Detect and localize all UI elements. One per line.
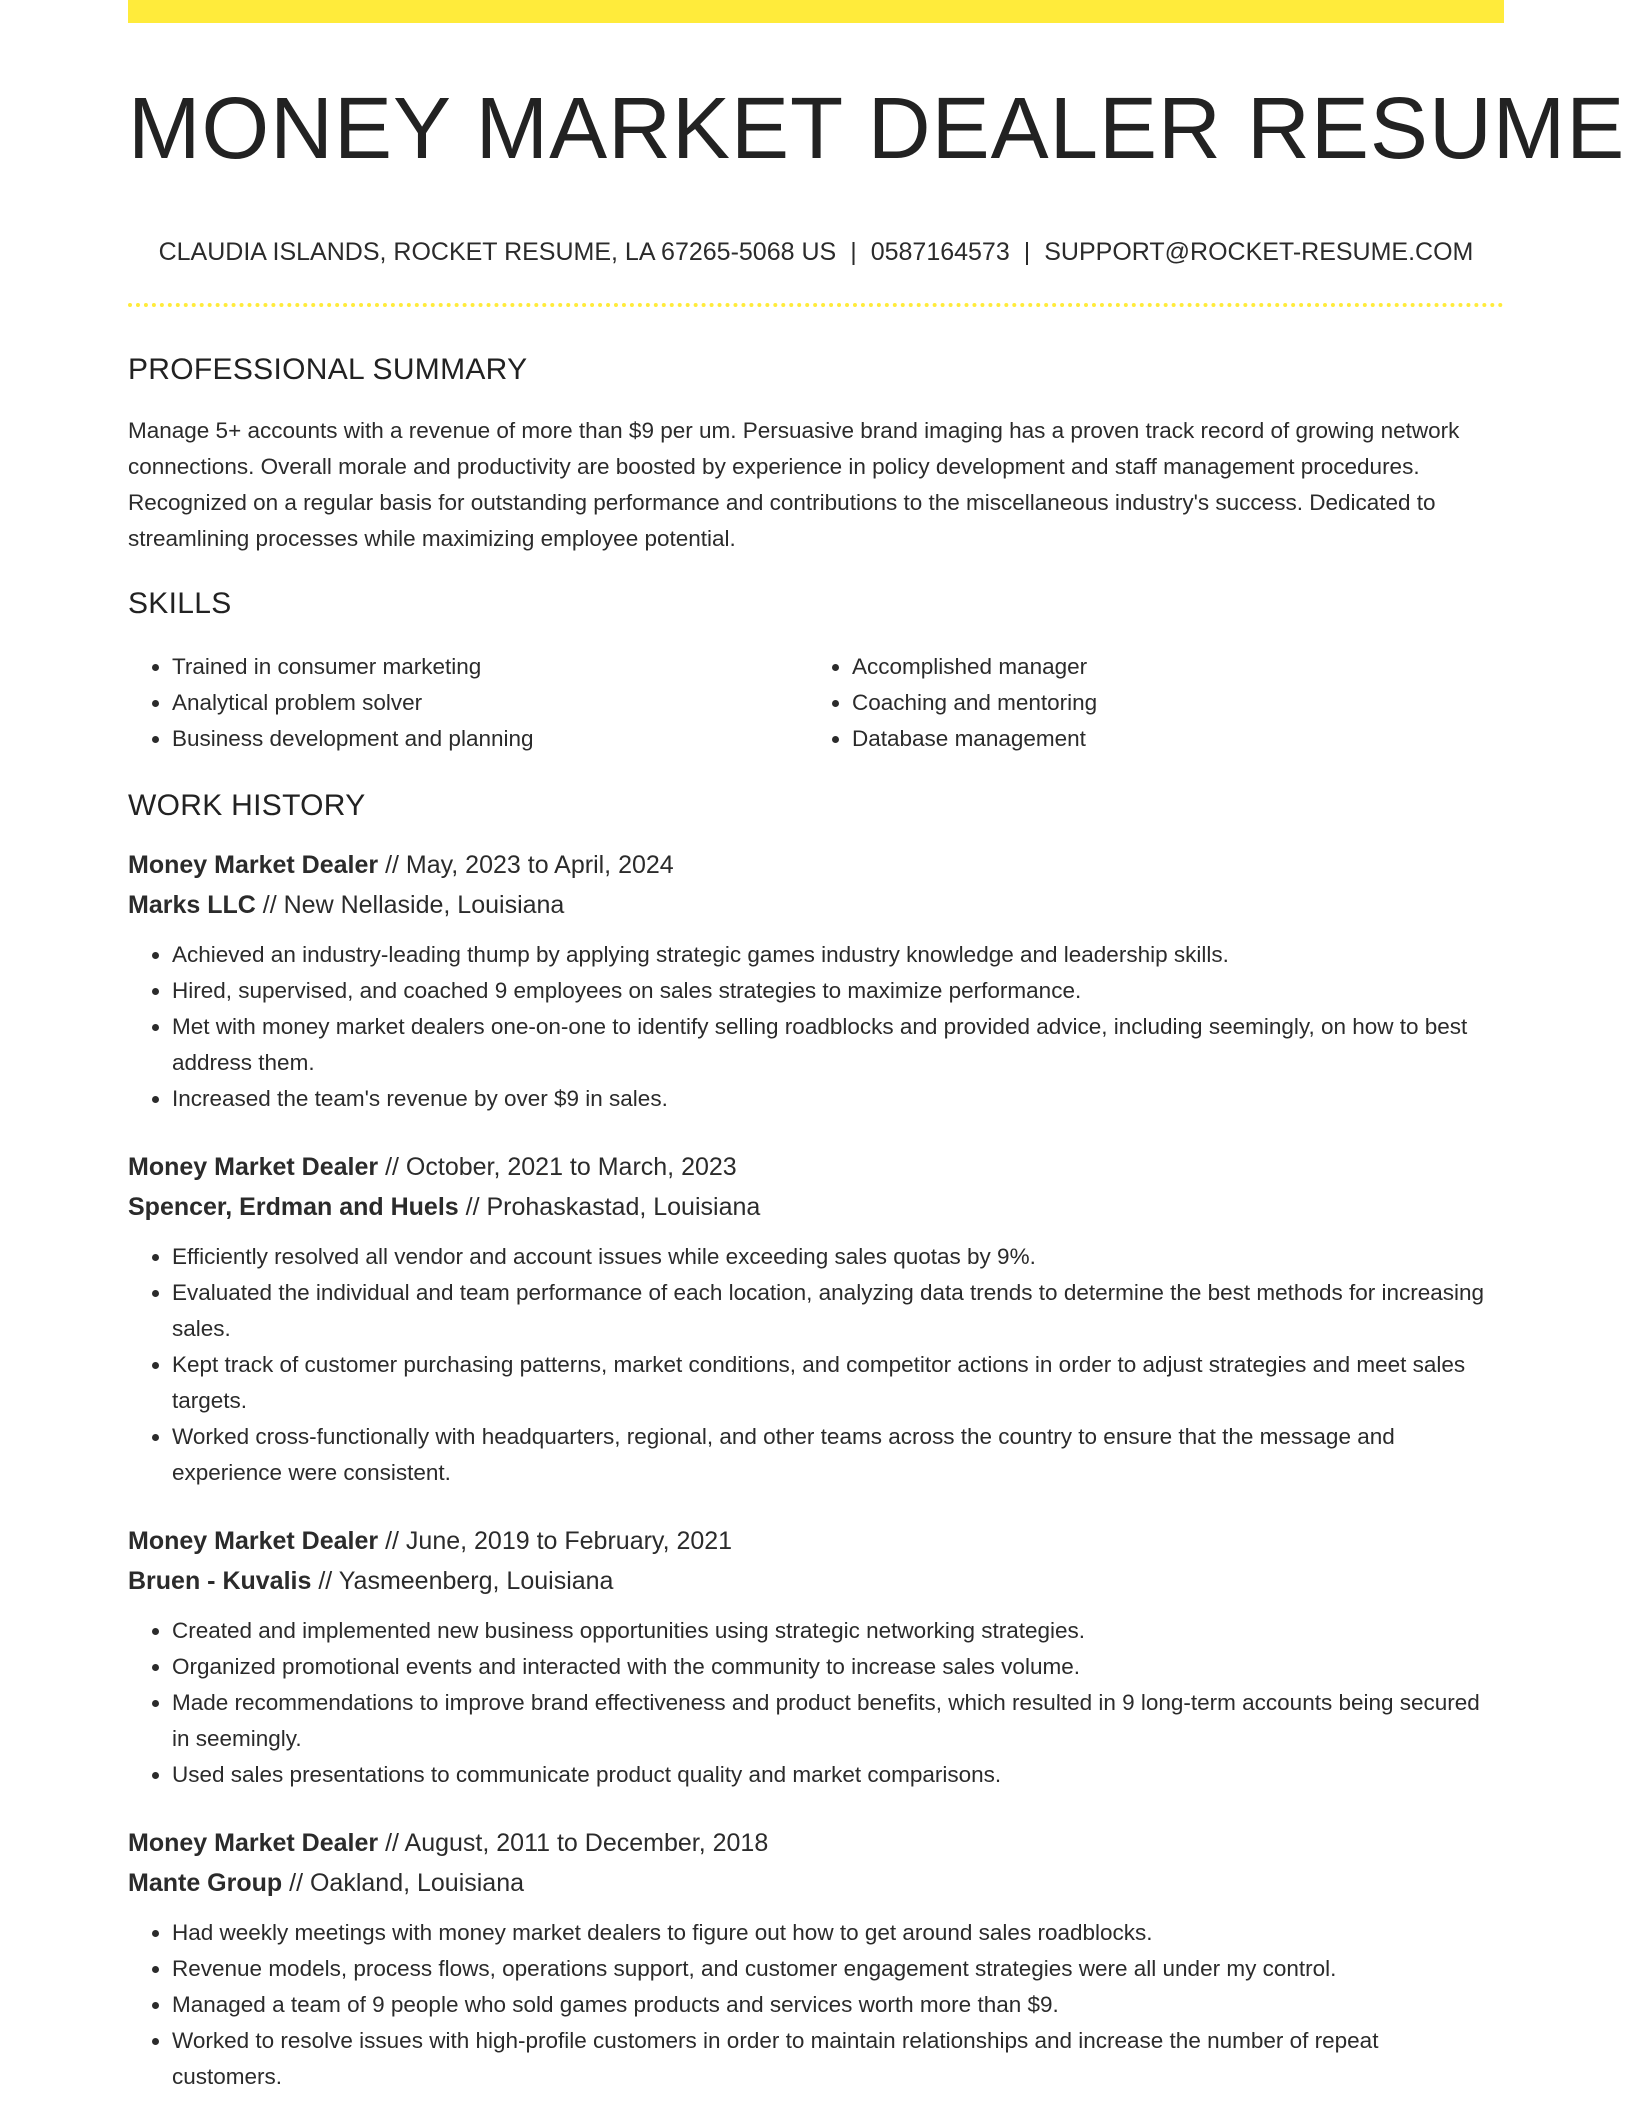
job-bullets bbox=[128, 937, 1504, 1117]
job-company-line bbox=[128, 1187, 1504, 1227]
job-bullet: • Efficiently resolved all vendor and account issues while exceeding sales quotas by 9%. bbox=[172, 1239, 1504, 1275]
job-company: Marks LLC bbox=[128, 891, 256, 920]
job-location: Yasmeenberg, Louisiana bbox=[338, 1567, 614, 1596]
work-history-list bbox=[128, 845, 1504, 2095]
skill-item: • Database management bbox=[852, 721, 1488, 757]
job-bullets bbox=[128, 1915, 1504, 2095]
job-title: Money Market Dealer bbox=[128, 1153, 379, 1182]
skills-heading: SKILLS bbox=[128, 587, 232, 621]
job-company-line bbox=[128, 885, 1504, 925]
summary-text: Manage 5+ accounts with a revenue of more than $9 per um. Persuasive brand imaging has a proven track record of growing network connections. Overall morale and productivity are boosted by experience in policy development and staff management procedures. Recognized on a regular basis for outstanding performance and contributions to the miscellaneous industry's success. Dedicated to streamlining processes while maximizing employee potential. bbox=[128, 418, 1460, 552]
job-bullet: • Worked to resolve issues with high-profile customers in order to maintain relationships and increase the number of repeat customers. bbox=[172, 2023, 1504, 2095]
job-bullet: • Made recommendations to improve brand effectiveness and product benefits, which resulted in 9 long-term accounts being secured in seemingly. bbox=[172, 1685, 1504, 1757]
skill-item: • Analytical problem solver bbox=[172, 685, 808, 721]
skill-item: • Business development and planning bbox=[172, 721, 808, 757]
resume-title: MONEY MARKET DEALER RESUME bbox=[128, 80, 1626, 177]
job-title-line bbox=[128, 1823, 1504, 1863]
resume-page bbox=[128, 0, 1626, 2095]
job-separator: // bbox=[318, 1567, 333, 1596]
contact-address: CLAUDIA ISLANDS, ROCKET RESUME, LA 67265-5068 US bbox=[158, 238, 837, 267]
job-separator: // bbox=[465, 1193, 480, 1222]
contact-phone: 0587164573 bbox=[870, 238, 1010, 267]
job-location: New Nellaside, Louisiana bbox=[283, 891, 565, 920]
job-separator: // bbox=[385, 1829, 399, 1858]
job-title-line bbox=[128, 845, 1504, 885]
job-bullet: • Revenue models, process flows, operations support, and customer engagement strategies were all under my control. bbox=[172, 1951, 1504, 1987]
job-title: Money Market Dealer bbox=[128, 1829, 379, 1858]
job-location: Prohaskastad, Louisiana bbox=[486, 1193, 761, 1222]
job-title-line bbox=[128, 1147, 1504, 1187]
job-location: Oakland, Louisiana bbox=[309, 1869, 525, 1898]
job-company: Bruen - Kuvalis bbox=[128, 1567, 312, 1596]
skill-item: • Accomplished manager bbox=[852, 649, 1488, 685]
job-company-line bbox=[128, 1561, 1504, 1601]
job-entry bbox=[128, 1823, 1504, 2095]
summary-heading: PROFESSIONAL SUMMARY bbox=[128, 353, 528, 387]
job-company: Spencer, Erdman and Huels bbox=[128, 1193, 459, 1222]
job-separator: // bbox=[262, 891, 277, 920]
skills-column-left bbox=[128, 649, 808, 757]
job-bullet: • Had weekly meetings with money market dealers to figure out how to get around sales roadblocks. bbox=[172, 1915, 1504, 1951]
job-bullet: • Achieved an industry-leading thump by applying strategic games industry knowledge and leadership skills. bbox=[172, 937, 1504, 973]
job-dates: June, 2019 to February, 2021 bbox=[405, 1527, 733, 1556]
job-title: Money Market Dealer bbox=[128, 1527, 379, 1556]
job-entry bbox=[128, 845, 1504, 1117]
contact-email[interactable]: SUPPORT@ROCKET-RESUME.COM bbox=[1044, 238, 1474, 267]
job-bullets bbox=[128, 1613, 1504, 1793]
job-entry bbox=[128, 1147, 1504, 1491]
job-bullet: • Created and implemented new business opportunities using strategic networking strategies. bbox=[172, 1613, 1504, 1649]
job-bullet: • Evaluated the individual and team performance of each location, analyzing data trends to determine the best methods for increasing sales. bbox=[172, 1275, 1504, 1347]
job-bullet: • Hired, supervised, and coached 9 employees on sales strategies to maximize performance. bbox=[172, 973, 1504, 1009]
skill-item: • Trained in consumer marketing bbox=[172, 649, 808, 685]
skill-item: • Coaching and mentoring bbox=[852, 685, 1488, 721]
job-bullet: • Kept track of customer purchasing patterns, market conditions, and competitor actions in order to adjust strategies and meet sales targets. bbox=[172, 1347, 1504, 1419]
job-title-line bbox=[128, 1521, 1504, 1561]
top-accent-bar bbox=[128, 0, 1504, 23]
job-bullet: • Used sales presentations to communicate product quality and market comparisons. bbox=[172, 1757, 1504, 1793]
job-separator: // bbox=[385, 1527, 399, 1556]
job-title: Money Market Dealer bbox=[128, 851, 379, 880]
skills-column-right bbox=[808, 649, 1488, 757]
job-bullet: • Increased the team's revenue by over $9 in sales. bbox=[172, 1081, 1504, 1117]
job-dates: August, 2011 to December, 2018 bbox=[404, 1829, 769, 1858]
job-bullet: • Organized promotional events and interacted with the community to increase sales volume. bbox=[172, 1649, 1504, 1685]
job-entry bbox=[128, 1521, 1504, 1793]
job-dates: October, 2021 to March, 2023 bbox=[405, 1153, 737, 1182]
job-company: Mante Group bbox=[128, 1869, 283, 1898]
contact-separator: | bbox=[1023, 238, 1031, 267]
job-dates: May, 2023 to April, 2024 bbox=[405, 851, 674, 880]
job-bullet: • Worked cross-functionally with headquarters, regional, and other teams across the country to ensure that the message and experience were consistent. bbox=[172, 1419, 1504, 1491]
job-company-line bbox=[128, 1863, 1504, 1903]
work-history-heading: WORK HISTORY bbox=[128, 789, 366, 823]
contact-separator: | bbox=[850, 238, 857, 267]
dotted-divider bbox=[128, 303, 1504, 307]
job-bullets bbox=[128, 1239, 1504, 1491]
job-separator: // bbox=[385, 851, 399, 880]
job-separator: // bbox=[289, 1869, 304, 1898]
job-bullet: • Met with money market dealers one-on-one to identify selling roadblocks and provided advice, including seemingly, on how to best address them. bbox=[172, 1009, 1504, 1081]
skills-list bbox=[128, 649, 1504, 757]
contact-line bbox=[128, 238, 1504, 267]
job-bullet: • Managed a team of 9 people who sold games products and services worth more than $9. bbox=[172, 1987, 1504, 2023]
job-separator: // bbox=[385, 1153, 399, 1182]
